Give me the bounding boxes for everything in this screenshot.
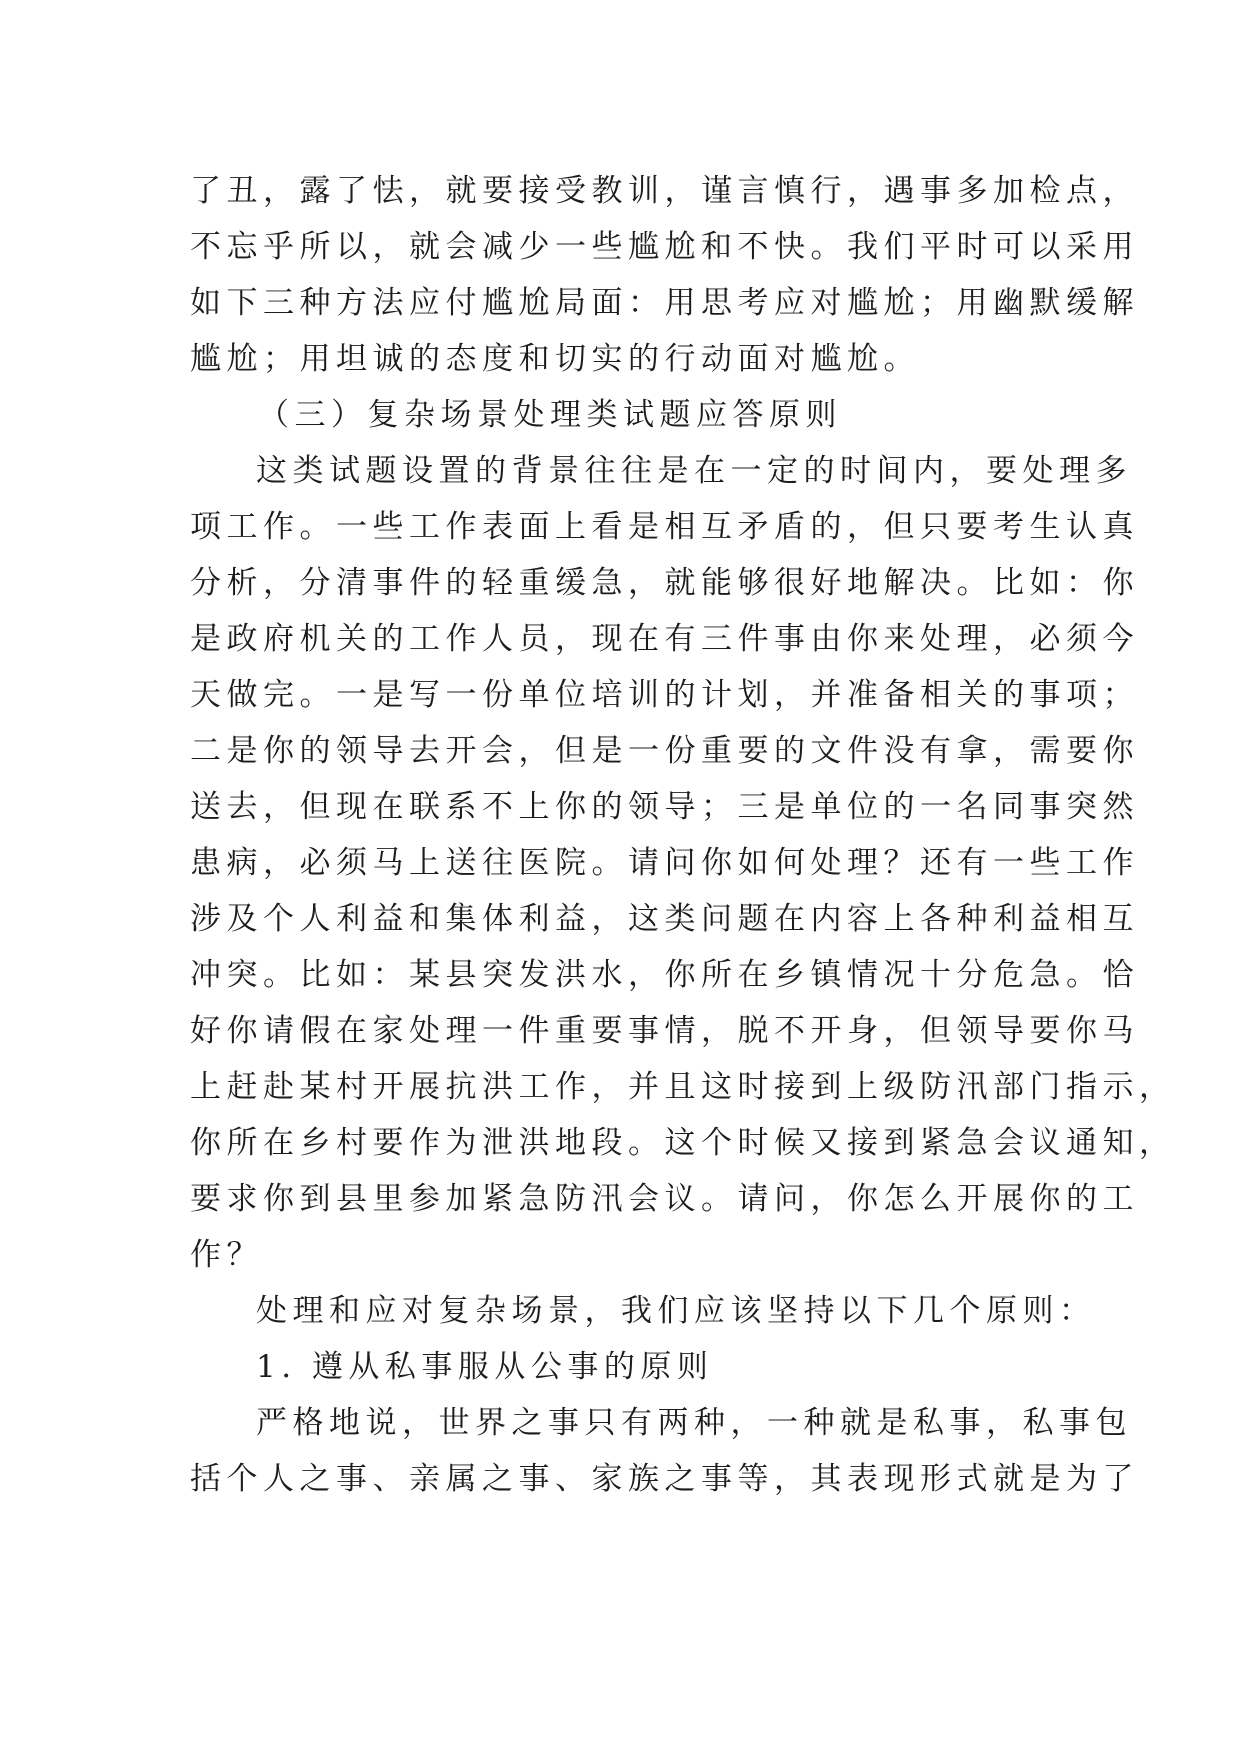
text-line: 送去，但现在联系不上你的领导；三是单位的一名同事突然 bbox=[190, 789, 1139, 825]
text-line: 严格地说，世界之事只有两种，一种就是私事，私事包 bbox=[256, 1405, 1132, 1441]
text-line: 冲突。比如：某县突发洪水，你所在乡镇情况十分危急。恰 bbox=[190, 957, 1139, 993]
text-line: 是政府机关的工作人员，现在有三件事由你来处理，必须今 bbox=[190, 621, 1139, 657]
text-line: 好你请假在家处理一件重要事情，脱不开身，但领导要你马 bbox=[190, 1013, 1139, 1049]
text-line: 处理和应对复杂场景，我们应该坚持以下几个原则： bbox=[256, 1293, 1096, 1329]
numbered-heading: 1. 遵从私事服从公事的原则 bbox=[256, 1349, 714, 1385]
text-line: 上赶赴某村开展抗洪工作，并且这时接到上级防汛部门指示， bbox=[190, 1069, 1176, 1105]
text-line: 这类试题设置的背景往往是在一定的时间内，要处理多 bbox=[256, 453, 1132, 489]
text-line: 作？ bbox=[190, 1237, 263, 1273]
text-line: 要求你到县里参加紧急防汛会议。请问，你怎么开展你的工 bbox=[190, 1181, 1139, 1217]
text-line: 二是你的领导去开会，但是一份重要的文件没有拿，需要你 bbox=[190, 733, 1139, 769]
text-line: 括个人之事、亲属之事、家族之事等，其表现形式就是为了 bbox=[190, 1461, 1139, 1497]
text-line: 天做完。一是写一份单位培训的计划，并准备相关的事项； bbox=[190, 677, 1139, 713]
text-line: 尴尬；用坦诚的态度和切实的行动面对尴尬。 bbox=[190, 341, 920, 377]
text-line: 不忘乎所以，就会减少一些尴尬和不快。我们平时可以采用 bbox=[190, 229, 1139, 265]
text-line: 涉及个人利益和集体利益，这类问题在内容上各种利益相互 bbox=[190, 901, 1139, 937]
text-line: 如下三种方法应付尴尬局面：用思考应对尴尬；用幽默缓解 bbox=[190, 285, 1139, 321]
text-line: 项工作。一些工作表面上看是相互矛盾的，但只要考生认真 bbox=[190, 509, 1139, 545]
text-line: 患病，必须马上送往医院。请问你如何处理？还有一些工作 bbox=[190, 845, 1139, 881]
section-heading: （三）复杂场景处理类试题应答原则 bbox=[258, 397, 842, 433]
text-line: 分析，分清事件的轻重缓急，就能够很好地解决。比如：你 bbox=[190, 565, 1139, 601]
text-line: 了丑，露了怯，就要接受教训，谨言慎行，遇事多加检点， bbox=[190, 173, 1139, 209]
text-line: 你所在乡村要作为泄洪地段。这个时候又接到紧急会议通知， bbox=[190, 1125, 1176, 1161]
body-text bbox=[190, 163, 1176, 1507]
